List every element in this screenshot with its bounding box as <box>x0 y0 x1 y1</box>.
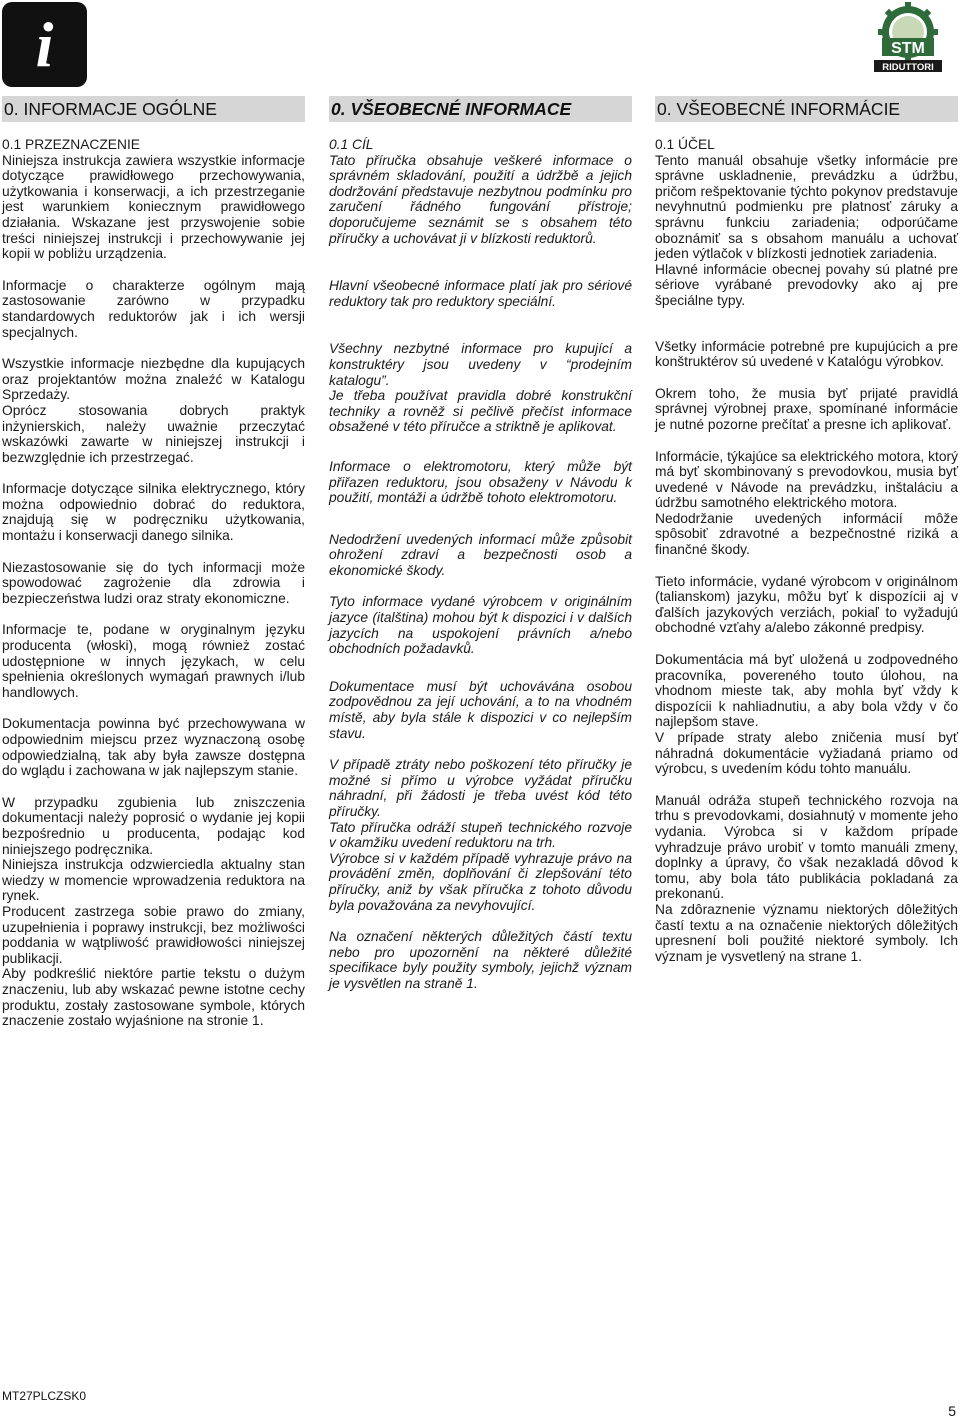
paragraph: Je třeba používat pravidla dobré konstrukční techniky a rovněž si pečlivě přečíst informace obsažené v této příručce a striktně je aplikovat. <box>329 388 632 435</box>
paragraph: Tyto informace vydané výrobcem v originálním jazyce (italština) mohou být k dispozici i v dalších jazycích na uspokojení právních a/nebo obchodních požadavků. <box>329 594 632 657</box>
stm-riduttori-logo <box>856 2 958 74</box>
paragraph: Aby podkreślić niektóre partie tekstu o dużym znaczeniu, lub aby wskazać pewne istotne cechy produktu, zostały zastosowane symbole, których znaczenie zostało wyjaśnione na stronie 1. <box>2 966 305 1029</box>
paragraph: Niniejsza instrukcja zawiera wszystkie informacje dotyczące prawidłowego przechowywania, użytkowania i konserwacji, a ich przestrzeganie jest warunkiem koniecznym prawidłowego działania. Wskazane jest przyswojenie sobie treści niniejszej instrukcji i przechowywanie jej kopii w pobliżu urządzenia. <box>2 152 305 262</box>
paragraph: Dokumentácia má byť uložená u zodpovedného pracovníka, povereného touto úlohou, na vhodnom mieste tak, aby mohla byť vždy k dispozícii k nahliadnutiu, a aby bola vždy v čo najlepšom stave. <box>655 652 958 730</box>
logo-text: STM <box>891 40 925 57</box>
paragraph: Tieto informácie, vydané výrobcom v originálnom (talianskom) jazyku, môžu byť k dispozícii aj v ďalších jazykových verziách, pokiaľ to vyžadujú obchodné vzťahy a/alebo zákonné predpisy. <box>655 573 958 636</box>
section-title: 0. VŠEOBECNÉ INFORMACE <box>329 96 632 122</box>
paragraph: V prípade straty alebo zničenia musí byť náhradná dokumentácie vyžiadaná priamo od výrobcu, s uvedením kódu tohto manuálu. <box>655 730 958 777</box>
paragraph: Dokumentacja powinna być przechowywana w odpowiednim miejscu przez wyznaczoną osobę odpowiedzialną, tak aby była zawsze dostępna do wglądu i zachowana w jak najlepszym stanie. <box>2 716 305 779</box>
paragraph: Dokumentace musí být uchovávána osobou zodpovědnou za její uchování, a to na vhodném místě, aby byla stále k dispozici v co nejlepším stavu. <box>329 678 632 741</box>
paragraph: Hlavné informácie obecnej povahy sú platné pre sériove vyrábané prevodovky ako aj pre špeciálne typy. <box>655 261 958 308</box>
paragraph: W przypadku zgubienia lub zniszczenia dokumentacji należy poprosić o wydanie jej kopii bezpośrednio u producenta, podając kod niniejszego podręcznika. <box>2 794 305 857</box>
column-polish <box>2 96 305 1045</box>
paragraph: V případě ztráty nebo poškození této příručky je možné si přímo u výrobce vyžádat příručku náhradní, při žádosti je třeba uvést kód této příručky. <box>329 757 632 819</box>
paragraph: Niniejsza instrukcja odzwierciedla aktualny stan wiedzy w momencie wprowadzenia reduktora na rynek. <box>2 857 305 904</box>
paragraph: Niezastosowanie się do tych informacji może spowodować zagrożenie dla zdrowia i bezpieczeństwa ludzi oraz straty ekonomiczne. <box>2 559 305 606</box>
paragraph: Informacje te, podane w oryginalnym języku producenta (włoski), mogą również zostać udostępnione w innych językach, w celu spełnienia określonych wymagań prawnych i/lub handlowych. <box>2 622 305 700</box>
paragraph: Producent zastrzega sobie prawo do zmiany, uzupełnienia i poprawy instrukcji, bez możliwości poddania w wątpliwość prawidłowości niniejszej publikacji. <box>2 903 305 966</box>
column-slovak <box>655 96 958 980</box>
logo-sub: RIDUTTORI <box>882 62 934 73</box>
column-czech <box>329 96 632 1008</box>
paragraph: Informacje o charakterze ogólnym mają zastosowanie zarówno w przypadku standardowych reduktorów jak i ich wersji specjalnych. <box>2 277 305 340</box>
paragraph: Všetky informácie potrebné pre kupujúcich a pre konštruktérov sú uvedené v Katalógu výrobkov. <box>655 338 958 370</box>
section-subtitle: 0.1 ÚČEL <box>655 137 715 152</box>
paragraph: Manuál odráža stupeň technického rozvoja na trhu s prevodovkami, dosiahnutý v momente jeho vydania. Výrobca si v každom prípade vyhradzuje právo urobiť v tomto manuáli zmeny, doplnky a úpravy, čo však nezakladá dôvod k tomu, aby bola táto publikácia pokladaná za prekonanú. <box>655 792 958 902</box>
paragraph: Hlavní všeobecné informace platí jak pro sériové reduktory tak pro reduktory speciální. <box>329 278 632 309</box>
paragraph: Tento manuál obsahuje všetky informácie pre správne uskladnenie, prevádzku a údržbu, pričom rešpektovanie týchto pokynov predstavuje nevyhnutnú podmienku pre platnosť záruky a správnu funkciu zariadenia; odporúčame oboznámiť sa s obsahom manuálu a uchovať jeden výtlačok v blízkosti jednotiek zariadenia. <box>655 152 958 262</box>
info-icon: i <box>2 2 87 87</box>
paragraph: Informacje dotyczące silnika elektrycznego, który można odpowiednio dobrać do reduktora, znajdują się w podręczniku użytkowania, montażu i konserwacji danego silnika. <box>2 481 305 544</box>
section-title: 0. VŠEOBECNÉ INFORMÁCIE <box>655 96 958 122</box>
paragraph: Tato příručka obsahuje veškeré informace o správném skladování, použití a údržbě a jejich dodržování představuje nezbytnou podmínku pro zaručení řádného fungování přístroje; doporučujeme seznámit se s obsahem této příručky a uchovávat ji v blízkosti reduktorů. <box>329 152 632 246</box>
paragraph: Nedodržanie uvedených informácií môže spôsobiť zdravotné a bezpečnostné riziká a finančné škody. <box>655 510 958 558</box>
paragraph: Na označení některých důležitých částí textu nebo pro upozornění na některé důležité specifikace byly použity symboly, jejichž význam je vysvětlen na straně 1. <box>329 929 632 991</box>
section-subtitle: 0.1 CÍL <box>329 137 374 152</box>
paragraph: Informace o elektromotoru, který může být přiřazen reduktoru, jsou obsaženy v Návodu k použití, montáži a údržbě tohoto elektromotoru. <box>329 458 632 506</box>
paragraph: Oprócz stosowania dobrych praktyk inżynierskich, należy uważnie przeczytać wskazówki zawarte w niniejszej instrukcji i bezwzględnie ich przestrzegać. <box>2 402 305 465</box>
paragraph: Všechny nezbytné informace pro kupující a konstruktéry jsou uvedeny v “prodejním katalogu”. <box>329 341 632 388</box>
paragraph: Tato příručka odráží stupeň technického rozvoje v okamžiku uvedení reduktoru na trh. <box>329 819 632 851</box>
document-code: MT27PLCZSK0 <box>2 1389 87 1403</box>
page-number: 5 <box>948 1403 956 1419</box>
section-title: 0. INFORMACJE OGÓLNE <box>2 96 305 122</box>
paragraph: Nedodržení uvedených informací může způsobit ohrožení zdraví a bezpečnosti osob a ekonomické škody. <box>329 531 632 578</box>
section-subtitle: 0.1 PRZEZNACZENIE <box>2 137 140 152</box>
paragraph: Wszystkie informacje niezbędne dla kupujących oraz projektantów można znaleźć w Katalogu Sprzedaży. <box>2 356 305 403</box>
paragraph: Informácie, týkajúce sa elektrického motora, ktorý má byť skombinovaný s prevodovkou, musia byť uvedené v Návode na prevádzku, inštaláciu a údržbu samotného elektrického motora. <box>655 448 958 511</box>
paragraph: Na zdôraznenie významu niektorých dôležitých častí textu a na označenie niektorých dôležitých upresnení boli použité niektoré symboly. Ich význam je vysvetlený na strane 1. <box>655 901 958 964</box>
paragraph: Okrem toho, že musia byť prijaté pravidlá správnej výrobnej praxe, spomínané informácie je nutné pozorne prečítať a presne ich aplikovať. <box>655 385 958 432</box>
paragraph: Výrobce si v každém případě vyhrazuje právo na provádění změn, doplňování či zlepšování této příručky, aniž by však příručka z tohoto důvodu byla považována za nevyhovující. <box>329 850 632 913</box>
